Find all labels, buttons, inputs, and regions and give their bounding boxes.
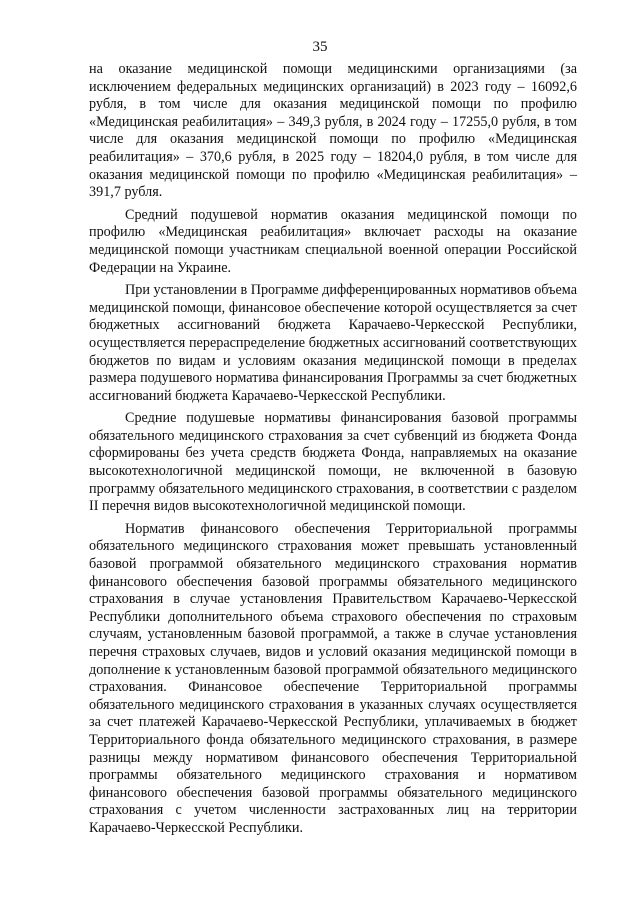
paragraph-differentiated-norms: При установлении в Программе дифференцированных нормативов объема медицинской помощи, финансовое обеспечение которой осуществляется за счет бюджетных ассигнований бюджета Карачаево-Черкесской Республики, осуществляется перераспределение бюджетных ассигнований соответствующих бюджетов по видам и условиям оказания медицинской помощи в пределах размера подушевого норматива финансирования Программы за счет бюджетных ассигнований бюджета Карачаево-Черкесской Республики.	[89, 282, 577, 404]
body-text	[89, 61, 577, 843]
paragraph-territorial-program: Норматив финансового обеспечения Территориальной программы обязательного медицинского страхования может превышать установленный базовой программой обязательного медицинского страхования норматив финансового обеспечения базовой программы обязательного медицинского страхования в случае установления Правительством Карачаево-Черкесской Республики дополнительного объема страхового обеспечения по страховым случаям, установленным базовой программой, а также в случае установления перечня страховых случаев, видов и условий оказания медицинской помощи в дополнение к установленным базовой программой обязательного медицинского страхования. Финансовое обеспечение Территориальной программы обязательного медицинского страхования в указанных случаях осуществляется за счет платежей Карачаево-Черкесской Республики, уплачиваемых в бюджет Территориального фонда обязательного медицинского страхования, в размере разницы между нормативом финансового обеспечения Территориальной программы обязательного медицинского страхования и нормативом финансового обеспечения базовой программы обязательного медицинского страхования с учетом численности застрахованных лиц на территории Карачаево-Черкесской Республики.	[89, 520, 577, 836]
paragraph-rehabilitation-norm: Средний подушевой норматив оказания медицинской помощи по профилю «Медицинская реабилитация» включает расходы на оказание медицинской помощи участникам специальной военной операции Российской Федерации на Украине.	[89, 206, 577, 276]
page-number: 35	[312, 39, 328, 55]
paragraph-per-capita-norms: Средние подушевые нормативы финансирования базовой программы обязательного медицинского страхования за счет субвенций из бюджета Фонда сформированы без учета средств бюджета Фонда, направляемых на оказание высокотехнологичной медицинской помощи, не включенной в базовую программу обязательного медицинского страхования, в соответствии с разделом II перечня видов высокотехнологичной медицинской помощи.	[89, 410, 577, 515]
paragraph-continuation: на оказание медицинской помощи медицинскими организациями (за исключением федеральных медицинских организаций) в 2023 году – 16092,6 рубля, в том числе для оказания медицинской помощи по профилю «Медицинская реабилитация» – 349,3 рубля, в 2024 году – 17255,0 рубля, в том числе для оказания медицинской помощи по профилю «Медицинская реабилитация» – 370,6 рубля, в 2025 году – 18204,0 рубля, в том числе для оказания медицинской помощи по профилю «Медицинская реабилитация» – 391,7 рубля.	[89, 61, 577, 201]
